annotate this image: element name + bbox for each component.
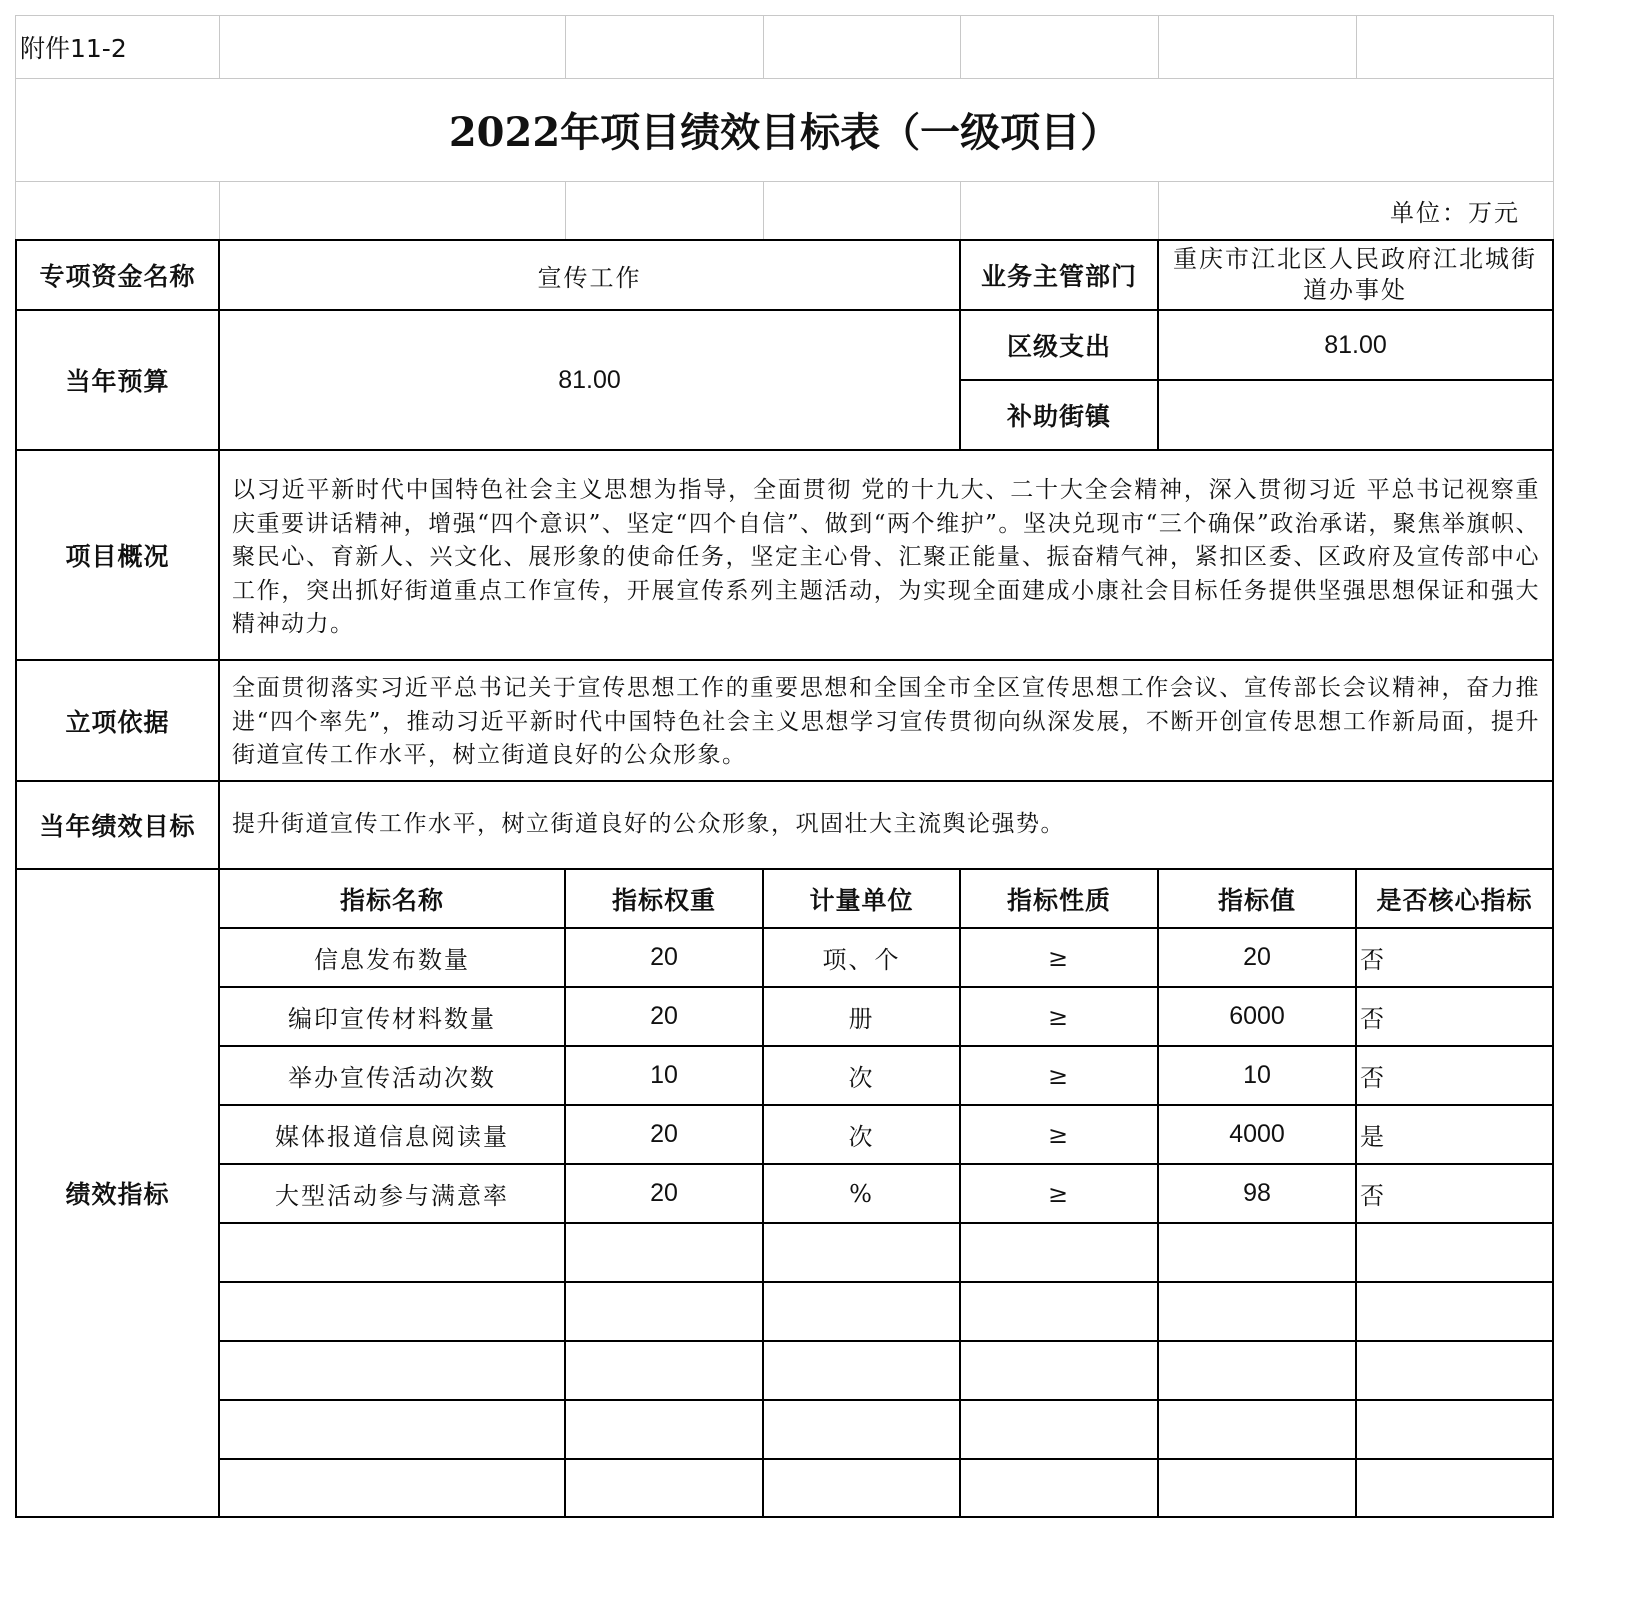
- indicator-name: 媒体报道信息阅读量: [275, 1123, 509, 1151]
- col-header-weight: 指标权重: [611, 885, 716, 915]
- indicator-name: 编印宣传材料数量: [288, 1005, 496, 1033]
- district-label: 区级支出: [1006, 332, 1111, 361]
- subsidy-value: [1159, 381, 1552, 449]
- indicator-name: 大型活动参与满意率: [275, 1182, 509, 1210]
- overview-text: 以习近平新时代中国特色社会主义思想为指导，全面贯彻 党的十九大、二十大全会精神，深入贯彻习近 平总书记视察重庆重要讲话精神，增强“四个意识”、坚定“四个自信”、做到“两个维护”。坚决兑现市“三个确保”政治承诺，聚焦举旗帜、聚民心、育新人、兴文化、展形象的使命任务，坚定主心骨、汇聚正能量、振奋精气神，紧扣区委、区政府及宣传部中心工作，突出抓好街道重点工作宣传，开展宣传系列主题活动，为实现全面建成小康社会目标任务提供坚强思想保证和强大精神动力。: [232, 477, 1540, 637]
- indicator-nature: ≥: [1047, 1120, 1071, 1149]
- indicator-nature: ≥: [1047, 1061, 1071, 1090]
- col-header-name: 指标名称: [339, 885, 444, 915]
- indicator-unit: 次: [848, 1123, 875, 1151]
- indicator-core: 否: [1360, 1064, 1386, 1092]
- unit-label: 单位：万元: [1390, 198, 1520, 227]
- overview-label: 项目概况: [65, 542, 170, 571]
- col-header-unit: 计量单位: [809, 885, 914, 915]
- indicator-nature: ≥: [1047, 1179, 1071, 1208]
- indicator-value: 10: [1243, 1061, 1271, 1089]
- district-value: 81.00: [1324, 330, 1387, 359]
- indicator-core: 否: [1360, 1182, 1386, 1210]
- dept-value: 重庆市江北区人民政府江北城街道办事处: [1173, 245, 1537, 304]
- page-title: 2022年项目绩效目标表（一级项目）: [448, 109, 1121, 156]
- indicator-value: 6000: [1229, 1002, 1285, 1030]
- fund-name-label: 专项资金名称: [39, 262, 196, 291]
- indicator-core: 否: [1360, 1005, 1386, 1033]
- budget-value: 81.00: [558, 365, 621, 394]
- goal-text: 提升街道宣传工作水平，树立街道良好的公众形象，巩固壮大主流舆论强势。: [232, 811, 1065, 838]
- basis-text: 全面贯彻落实习近平总书记关于宣传思想工作的重要思想和全国全市全区宣传思想工作会议、宣传部长会议精神，奋力推进“四个率先”，推动习近平新时代中国特色社会主义思想学习宣传贯彻向纵深发展，不断开创宣传思想工作新局面，提升街道宣传工作水平，树立街道良好的公众形象。: [232, 675, 1540, 768]
- col-header-nature: 指标性质: [1006, 885, 1111, 915]
- dept-label: 业务主管部门: [980, 262, 1137, 291]
- col-header-value: 指标值: [1217, 885, 1296, 915]
- indicator-weight: 20: [650, 1179, 678, 1207]
- fund-name-value: 宣传工作: [537, 263, 642, 292]
- indicator-core: 否: [1360, 946, 1386, 974]
- indicator-value: 98: [1243, 1179, 1271, 1207]
- indicator-unit: 项、个: [822, 946, 901, 974]
- indicator-weight: 20: [650, 943, 678, 971]
- attachment-label: 附件11-2: [20, 33, 127, 63]
- subsidy-label: 补助街镇: [1006, 402, 1111, 431]
- goal-label: 当年绩效目标: [39, 812, 196, 841]
- basis-label: 立项依据: [65, 707, 170, 737]
- indicator-nature: ≥: [1047, 1002, 1071, 1031]
- col-header-core: 是否核心指标: [1376, 885, 1533, 915]
- indicator-core: 是: [1360, 1123, 1386, 1151]
- budget-label: 当年预算: [65, 367, 170, 396]
- indicator-weight: 20: [650, 1002, 678, 1030]
- indicator-name: 举办宣传活动次数: [288, 1064, 496, 1092]
- indicator-nature: ≥: [1047, 943, 1071, 972]
- indicator-unit: %: [849, 1179, 874, 1208]
- indicator-weight: 10: [650, 1061, 678, 1089]
- indicators-label: 绩效指标: [65, 1180, 170, 1209]
- indicator-weight: 20: [650, 1120, 678, 1148]
- indicator-unit: 册: [848, 1005, 875, 1033]
- indicator-unit: 次: [848, 1064, 875, 1092]
- indicator-value: 4000: [1229, 1120, 1285, 1148]
- indicator-value: 20: [1243, 943, 1271, 971]
- indicator-name: 信息发布数量: [314, 946, 470, 974]
